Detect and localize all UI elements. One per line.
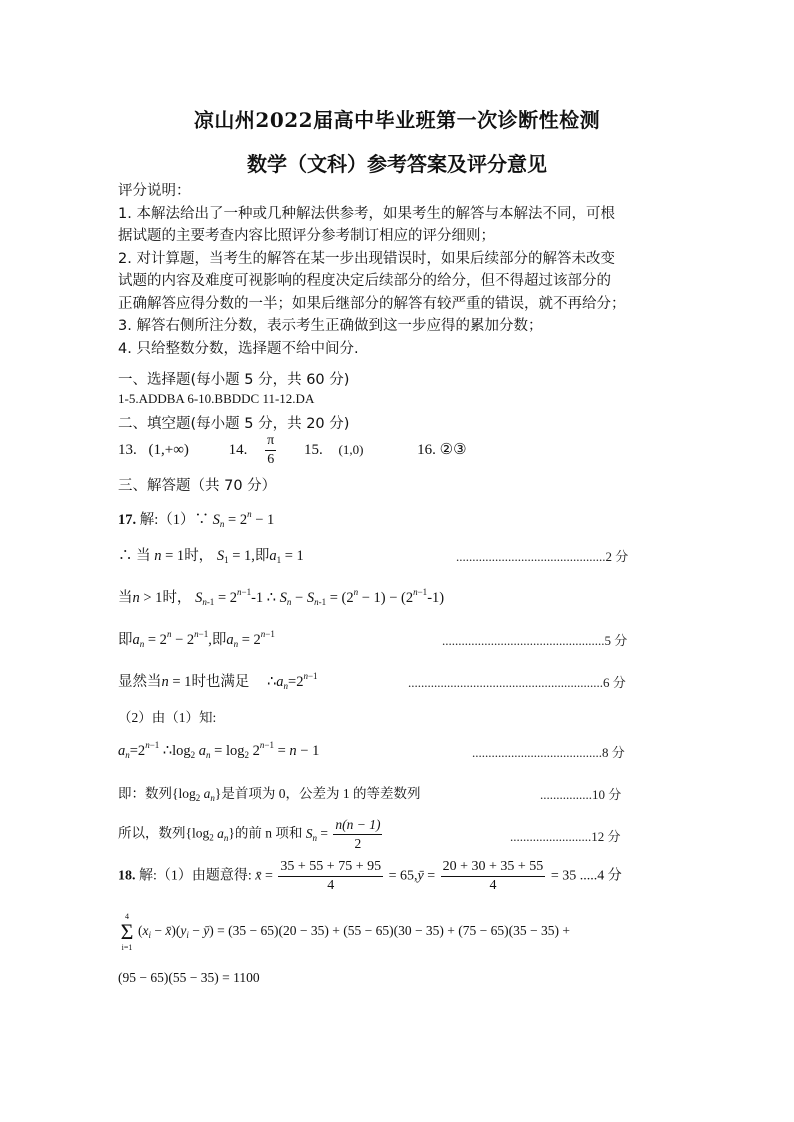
q17-line3-text: 当 <box>118 590 133 606</box>
q17-sum-denominator: 2 <box>354 836 362 851</box>
q17-line8-tail: 的前 n 项和 <box>234 825 303 841</box>
q14-denominator: 6 <box>267 452 275 467</box>
q17-line2-mid: 时， <box>184 548 214 564</box>
q18-sigma-top: 4 <box>125 912 129 921</box>
q17-sum-fraction <box>333 816 382 853</box>
q17-line7: 即：数列{$\log_2$ $a_n$}是首项为 0，公差为 1 的等差数列 <box>118 786 421 803</box>
q17-score-5: ..................................................5 分 <box>442 633 628 648</box>
q17-label: 17. <box>118 512 137 528</box>
notes-line: 4. 只给整数分数，选择题不给中间分. <box>118 340 359 357</box>
q17-line5-mid: 时也满足 <box>191 674 250 690</box>
q18-line2: 4 Σ i=1 ($x_i$ − $x̄)(y_i$ − ȳ) = (35 − 65)(20 − 35) + (55 − 65)(30 − 35) + (75 − 65)(35 − 35) + <box>118 912 570 952</box>
notes-heading: 评分说明： <box>118 183 191 199</box>
q18-line1: 18. 解:（1）由题意得: x̄ = $\frac{35 + 55 + 75 + 95}{4}$ = 65,ȳ = $\frac{20 + 30 + 35 + 55}{4}$ = 35 .....4 分 <box>118 859 622 893</box>
notes-line: 据试题的主要考查内容比照评分参考制订相应的评分细则； <box>118 228 495 244</box>
q18-ybar-value: = 35 <box>550 868 577 884</box>
q18-xbar-denominator: 4 <box>327 878 335 893</box>
q18-xbar-value: = 65, <box>388 868 418 884</box>
q18-sigma-bottom: i=1 <box>121 943 133 952</box>
notes-line: 正确解答应得分数的一半；如果后继部分的解答有较严重的错误，就不再给分； <box>118 295 626 312</box>
notes-line: 3. 解答右侧所注分数，表示考生正确做到这一步应得的累加分数； <box>118 318 543 334</box>
q18-label: 18. <box>118 868 136 884</box>
q13-label: 13. <box>118 441 137 458</box>
q17-sum-numerator: n(n − 1) <box>333 816 382 835</box>
section-fill-heading: 二、填空题(每小题 5 分，共 20 分) <box>118 416 350 432</box>
q16-label: 16. <box>417 441 436 458</box>
q17-line2-then: ,即 <box>251 548 270 564</box>
q16-answer: ②③ <box>439 441 467 458</box>
q17-line4-mid: ,即 <box>208 632 227 648</box>
q17-score-12: .........................12 分 <box>510 829 621 844</box>
q18-ybar-numerator: 20 + 30 + 35 + 55 <box>441 858 546 877</box>
q17-line2: ∴ 当 n = 1时， $S_1 = 1$,即$a_1 = 1$ <box>118 548 304 565</box>
notes-line: 试题的内容及难度可视影响的程度决定后续部分的给分，但不得超过该部分的 <box>118 273 611 289</box>
q18-intro: 解:（1）由题意得: <box>139 868 252 884</box>
q18-xbar-numerator: 35 + 55 + 75 + 95 <box>278 858 383 877</box>
grading-notes <box>118 180 678 360</box>
q17-line4: 即$a_n = 2^n - 2^{n-1}$,即$a_n = 2^{n-1}$ <box>118 629 275 649</box>
section-choice-heading: 一、选择题(每小题 5 分，共 60 分) <box>118 372 350 388</box>
q17-line7-text: 即：数列 <box>118 786 172 801</box>
q17-line6: $a_n=2^{n-1}$ $\therefore\log_2$ $a_n = \log_2 2^{n-1} = n - 1$ <box>118 740 320 760</box>
q17-line5-text: 显然当 <box>118 674 162 690</box>
q17-score-2: ..............................................2 分 <box>456 549 629 564</box>
document-subtitle: 数学（文科）参考答案及评分意见 <box>247 152 547 176</box>
q18-sigma: 4 Σ i=1 <box>118 912 136 952</box>
q17-intro: 解:（1）∵ <box>139 512 210 528</box>
section-solve-heading: 三、解答题（共 70 分） <box>118 478 277 494</box>
q17-formula-sn: $S_n = 2^n - 1$ <box>212 509 275 529</box>
q18-line3: (95 − 65)(55 − 35) = 1100 <box>118 970 260 985</box>
choice-answers: 1-5.ADDBA 6-10.BBDDC 11-12.DA <box>118 391 315 406</box>
q18-score-4: .....4 分 <box>579 868 622 884</box>
q17-score-10: ................10 分 <box>540 787 622 802</box>
q13-answer: (1,+∞) <box>148 441 189 458</box>
q17-line4-text: 即 <box>118 632 133 648</box>
q17-score-8: ........................................8 分 <box>472 745 625 760</box>
notes-line: 1. 本解法给出了一种或几种解法供参考，如果考生的解答与本解法不同，可根 <box>118 205 615 222</box>
q14-numerator: π <box>265 432 276 451</box>
q18-ybar-fraction <box>441 858 546 895</box>
q14-label: 14. <box>228 441 248 458</box>
document-title: 凉山州2022届高中毕业班第一次诊断性检测 <box>193 108 601 132</box>
q15-answer: (1,0) <box>338 441 364 457</box>
q17-line8: 所以，数列{$\log_2$ $a_n$}的前 n 项和 $S_n$ = $\frac{n(n - 1)}{2}$ <box>118 817 381 851</box>
q17-part2: （2）由（1）知: <box>118 710 217 725</box>
q17-line3: 当n > 1时， $S_{n-1} = 2^{n-1}-1$ ∴ $S_n - S_{n-1} = (2^n - 1) - (2^{n-1}-1)$ <box>118 587 445 607</box>
notes-line: 2. 对计算题，当考生的解答在某一步出现错误时，如果后续部分的解答未改变 <box>118 250 615 267</box>
q17-line8-text: 所以，数列 <box>118 825 186 841</box>
q17-line5: 显然当n = 1时也满足 $\therefore a_n=2^{n-1}$ <box>118 671 318 691</box>
q17-intro-line <box>118 508 274 529</box>
q17-score-6: ............................................................6 分 <box>408 675 626 690</box>
q14-fraction <box>265 432 276 469</box>
q17-line7-tail: 是首项为 0，公差为 1 的等差数列 <box>221 786 421 801</box>
q17-line2-text: ∴ 当 <box>118 548 151 564</box>
q15-label: 15. <box>303 441 323 458</box>
q18-ybar-denominator: 4 <box>489 878 497 893</box>
q18-xbar-fraction <box>278 858 383 895</box>
q17-line3-mid: 时， <box>162 590 192 606</box>
q18-sum-expression: = (35 − 65)(20 − 35) + (55 − 65)(30 − 35) + (75 − 65)(35 − 35) + <box>217 923 570 939</box>
fill-answers <box>118 432 467 469</box>
